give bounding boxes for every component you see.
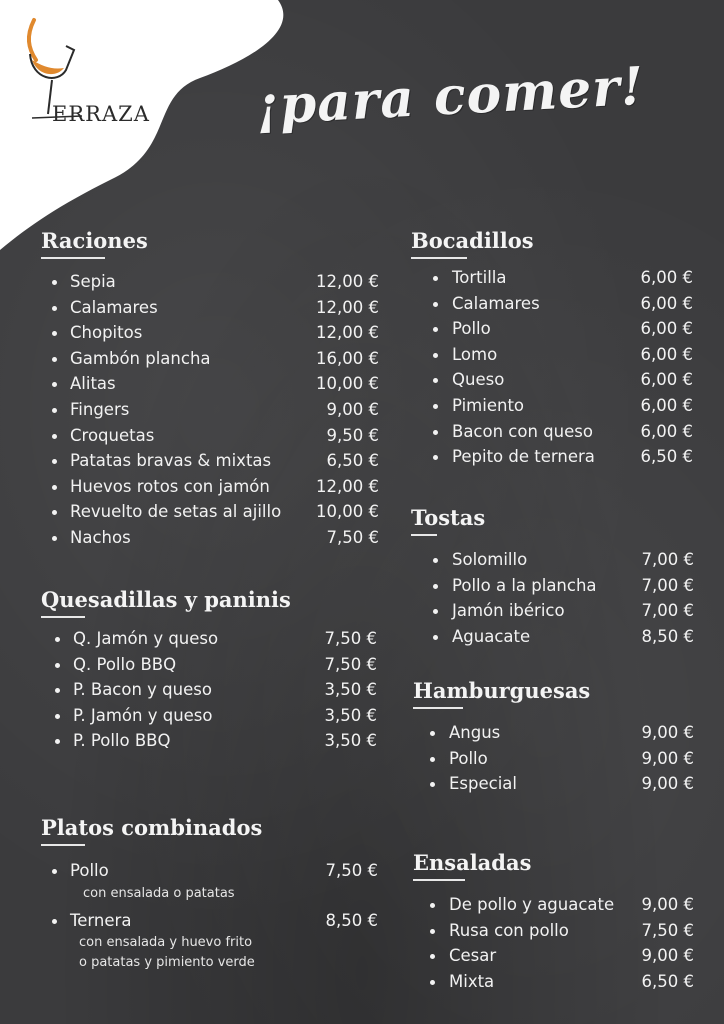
item-price: 6,00 € (640, 421, 693, 441)
menu-item (41, 423, 379, 449)
item-name: Jamón ibérico (452, 601, 565, 621)
section-underline (413, 879, 465, 881)
item-name: Revuelto de setas al ajillo (70, 502, 282, 522)
bullet-icon (55, 663, 60, 668)
item-name: Calamares (70, 297, 158, 317)
section-platos-combinados (41, 815, 378, 973)
item-name: Pollo (449, 748, 488, 768)
bullet-icon (52, 536, 57, 541)
menu-item (413, 918, 694, 944)
item-price: 7,50 € (325, 861, 378, 880)
item-price: 6,50 € (326, 451, 379, 471)
item-name: Pollo (452, 319, 491, 339)
menu-item (41, 728, 377, 754)
menu-item (413, 746, 694, 772)
item-name: Q. Pollo BBQ (73, 654, 177, 674)
menu-item (411, 573, 694, 599)
section-underline (411, 534, 437, 536)
section-quesadillas (41, 587, 377, 754)
bullet-icon (430, 980, 435, 985)
item-name: Sepia (70, 272, 116, 291)
menu-item (41, 397, 379, 423)
bullet-icon (52, 280, 57, 285)
menu-item (411, 547, 694, 573)
bullet-icon (52, 434, 57, 439)
menu-list (411, 265, 693, 470)
item-price: 7,50 € (324, 654, 377, 674)
item-price: 6,00 € (640, 293, 693, 313)
item-name: Calamares (452, 293, 540, 313)
bullet-icon (433, 430, 438, 435)
menu-item (411, 444, 693, 470)
bullet-icon (433, 635, 438, 640)
section-title: Platos combinados (41, 815, 263, 840)
item-price: 7,50 € (324, 629, 377, 648)
item-name: Chopitos (70, 323, 143, 343)
bullet-icon (52, 869, 57, 874)
section-title: Quesadillas y paninis (41, 587, 291, 612)
bullet-icon (52, 357, 57, 362)
item-price: 3,50 € (324, 731, 377, 751)
bullet-icon (430, 731, 435, 736)
menu-item (413, 943, 694, 969)
item-name: Bacon con queso (452, 421, 593, 441)
bullet-icon (430, 929, 435, 934)
menu-item (411, 342, 693, 368)
item-price: 7,00 € (641, 575, 694, 595)
item-name: Pollo (70, 861, 109, 880)
bullet-icon (52, 919, 57, 924)
bullet-icon (430, 903, 435, 908)
item-name: Nachos (70, 527, 131, 547)
item-price: 10,00 € (316, 502, 379, 522)
bullet-icon (433, 276, 438, 281)
section-title: Ensaladas (413, 850, 532, 875)
item-name: Ternera (70, 910, 132, 930)
section-title: Raciones (41, 228, 148, 253)
section-title: Hamburguesas (413, 678, 591, 703)
menu-item (413, 892, 694, 918)
item-price: 8,50 € (325, 910, 378, 930)
item-name: Pepito de ternera (452, 447, 595, 467)
item-price: 6,00 € (640, 344, 693, 364)
item-name: Gambón plancha (70, 348, 211, 368)
item-name: Rusa con pollo (449, 920, 569, 940)
item-name: Angus (449, 723, 501, 742)
item-price: 12,00 € (316, 297, 379, 317)
menu-item (411, 316, 693, 342)
menu-item (41, 525, 379, 551)
item-name: Tortilla (452, 268, 507, 287)
item-price: 16,00 € (316, 348, 379, 368)
item-name: Croquetas (70, 425, 155, 445)
section-raciones (41, 228, 379, 551)
item-price: 12,00 € (316, 272, 379, 291)
item-name: Pimiento (452, 395, 525, 415)
menu-item (41, 677, 377, 703)
item-name: Huevos rotos con jamón (70, 476, 270, 496)
menu-list (413, 720, 694, 797)
menu-item (413, 720, 694, 746)
menu-item (41, 626, 377, 652)
item-name: Cesar (449, 946, 497, 966)
item-note: con ensalada o patatas (83, 885, 235, 901)
item-price: 9,00 € (641, 748, 694, 768)
section-title: Bocadillos (411, 228, 534, 253)
bullet-icon (55, 637, 60, 642)
item-price: 12,00 € (316, 476, 379, 496)
item-price: 6,00 € (640, 370, 693, 390)
item-price: 9,00 € (641, 774, 694, 794)
menu-item (41, 295, 379, 321)
item-price: 6,00 € (640, 319, 693, 339)
item-name: Especial (449, 774, 517, 794)
section-bocadillos (411, 228, 693, 470)
menu-item (41, 346, 379, 372)
item-price: 9,00 € (641, 895, 694, 914)
bullet-icon (433, 404, 438, 409)
menu-item (41, 703, 377, 729)
menu-item (41, 652, 377, 678)
section-underline (41, 257, 105, 259)
item-price: 6,50 € (640, 447, 693, 467)
menu-list (411, 547, 694, 649)
item-note: o patatas y pimiento verde (79, 955, 255, 971)
bullet-icon (433, 302, 438, 307)
item-name: Alitas (70, 374, 116, 394)
menu-item (41, 269, 379, 295)
menu-list (41, 626, 377, 754)
bullet-icon (55, 714, 60, 719)
item-price: 12,00 € (316, 323, 379, 343)
item-price: 9,50 € (326, 425, 379, 445)
menu-item (411, 598, 694, 624)
item-name: Queso (452, 370, 505, 390)
item-name: P. Jamón y queso (73, 705, 213, 725)
item-name: Mixta (449, 971, 495, 991)
brand-name: ERRAZA (52, 102, 150, 126)
menu-item (41, 499, 379, 525)
item-price: 9,00 € (326, 399, 379, 419)
item-price: 7,00 € (641, 601, 694, 621)
menu-item (41, 858, 378, 904)
menu-item (411, 265, 693, 291)
menu-item (41, 908, 378, 974)
item-price: 7,50 € (326, 527, 379, 547)
bullet-icon (52, 485, 57, 490)
bullet-icon (52, 306, 57, 311)
item-name: Solomillo (452, 550, 528, 569)
item-name: P. Bacon y queso (73, 680, 212, 700)
bullet-icon (433, 558, 438, 563)
item-note: con ensalada y huevo frito (79, 935, 253, 951)
menu-item (41, 474, 379, 500)
section-ensaladas (413, 850, 694, 994)
menu-item (413, 969, 694, 995)
menu-item (411, 624, 694, 650)
item-name: Lomo (452, 344, 498, 364)
item-price: 7,00 € (641, 550, 694, 569)
item-price: 6,50 € (641, 971, 694, 991)
item-name: Q. Jamón y queso (73, 629, 219, 648)
menu-list (41, 858, 378, 973)
menu-list (413, 892, 694, 994)
item-price: 9,00 € (641, 946, 694, 966)
item-price: 9,00 € (641, 723, 694, 742)
section-underline (41, 616, 85, 618)
section-tostas (411, 505, 694, 649)
item-name: Patatas bravas & mixtas (70, 451, 272, 471)
menu-item (411, 419, 693, 445)
menu-item (411, 367, 693, 393)
menu-item (41, 320, 379, 346)
menu-item (413, 771, 694, 797)
item-price: 3,50 € (324, 705, 377, 725)
menu-item (41, 371, 379, 397)
item-name: Pollo a la plancha (452, 575, 597, 595)
item-name: P. Pollo BBQ (73, 731, 171, 751)
brand-logo (22, 14, 172, 126)
menu-item (41, 448, 379, 474)
section-underline (411, 257, 467, 259)
bullet-icon (433, 353, 438, 358)
bullet-icon (430, 757, 435, 762)
bullet-icon (52, 408, 57, 413)
item-name: Fingers (70, 399, 130, 419)
menu-list (41, 269, 379, 551)
section-underline (413, 707, 463, 709)
section-title: Tostas (411, 505, 486, 530)
section-hamburguesas (413, 678, 694, 797)
item-name: Aguacate (452, 626, 531, 646)
item-price: 10,00 € (316, 374, 379, 394)
item-price: 6,00 € (640, 268, 693, 287)
section-underline (41, 844, 85, 846)
item-price: 8,50 € (641, 626, 694, 646)
item-price: 6,00 € (640, 395, 693, 415)
bullet-icon (433, 584, 438, 589)
menu-item (411, 291, 693, 317)
item-name: De pollo y aguacate (449, 895, 615, 914)
page-title: ¡para comer! (254, 55, 646, 137)
menu-item (411, 393, 693, 419)
item-price: 7,50 € (641, 920, 694, 940)
item-price: 3,50 € (324, 680, 377, 700)
